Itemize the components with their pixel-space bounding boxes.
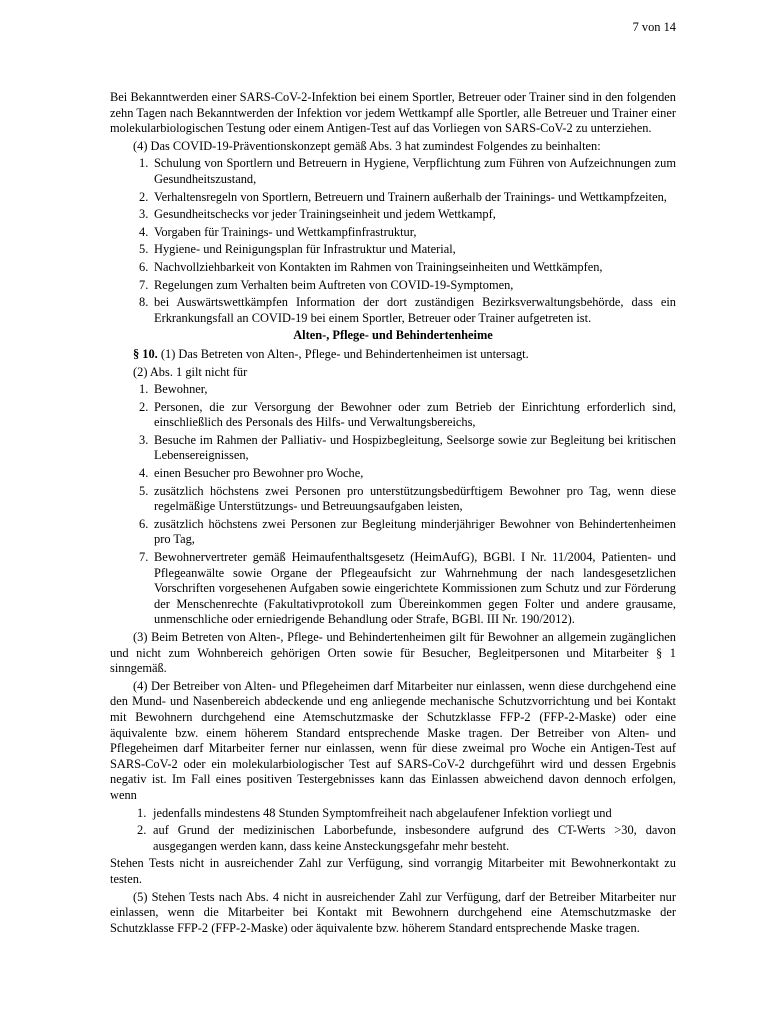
list-item — [110, 242, 676, 258]
section-10-paragraph-4: (4) Der Betreiber von Alten- und Pflegeheimen darf Mitarbeiter nur einlassen, wenn diese durchgehend eine den Mund- und Nasenbereich abdeckende und eng anliegende mechanische Schutzvorrichtung und bei Kontakt mit Bewohnern durchgehend eine Atemschutzmaske der Schutzklasse FFP-2 (FFP-2-Maske) oder eine äquivalente bzw. einem höherem Standard entsprechende Maske tragen. Der Betreiber von Alten- und Pflegeheimen darf Mitarbeiter ferner nur einlassen, wenn für diese zweimal pro Woche ein Antigen-Test auf SARS-CoV-2 oder ein molekularbiologischer Test auf SARS-CoV-2 durchgeführt wird und dessen Ergebnis negativ ist. Im Fall eines positiven Testergebnisses kann das Einlassen abweichend davon dennoch erfolgen, wenn — [110, 678, 676, 802]
list-item-text: Besuche im Rahmen der Palliativ- und Hospizbegleitung, Seelsorge sowie zur Begleitung bei kritischen Lebensereignissen, — [154, 432, 676, 463]
list-number: 6. — [139, 259, 149, 274]
list-item — [110, 466, 676, 482]
list-item-text: Regelungen zum Verhalten beim Auftreten von COVID-19-Symptomen, — [154, 277, 514, 292]
list-item-text: einen Besucher pro Bewohner pro Woche, — [154, 466, 364, 481]
list-item-text: Bewohner, — [154, 382, 208, 397]
list-number: 8. — [139, 295, 149, 310]
list-item — [110, 260, 676, 276]
list-item — [110, 190, 676, 206]
list-item-text: Verhaltensregeln von Sportlern, Betreuern und Trainern außerhalb der Trainings- und Wettkampfzeiten, — [154, 189, 667, 204]
list-number: 6. — [139, 516, 149, 531]
list-item — [110, 225, 676, 241]
list-item-text: Vorgaben für Trainings- und Wettkampfinfrastruktur, — [154, 224, 417, 239]
list-item — [110, 400, 676, 431]
list-item-text: auf Grund der medizinischen Laborbefunde, insbesondere aufgrund des CT-Werts >30, davon ausgegangen werden kann, dass keine Ansteckungsgefahr mehr besteht. — [153, 823, 676, 853]
page-number: 7 von 14 — [632, 20, 676, 34]
list-number: 7. — [139, 550, 149, 565]
list-number: 1. — [139, 156, 149, 171]
list-item — [110, 484, 676, 515]
section-label: § 10. — [133, 346, 158, 361]
section-10-paragraph-4-tail: Stehen Tests nicht in ausreichender Zahl zur Verfügung, sind vorrangig Mitarbeiter mit Bewohnerkontakt zu testen. — [110, 856, 676, 886]
list-item — [110, 278, 676, 294]
section-10-paragraph-5: (5) Stehen Tests nach Abs. 4 nicht in ausreichender Zahl zur Verfügung, darf der Betreiber Mitarbeiter nur einlassen, wenn die Mitarbeiter bei Kontakt mit Bewohnern durchgehend eine Atemschutzmaske der Schutzklasse FFP-2 (FFP-2-Maske) oder äquivalente bzw. höherem Standard entsprechende Maske tragen. — [110, 889, 676, 935]
section-10-paragraph-1 — [110, 347, 676, 363]
list-number: 1. — [139, 382, 149, 397]
section-heading: Alten-, Pflege- und Behindertenheime — [293, 328, 493, 343]
section-10-paragraph-3: (3) Beim Betreten von Alten-, Pflege- und Behindertenheimen gilt für Bewohner an allgemein zugänglichen und nicht zum Wohnbereich gehörigen Orten sowie für Besucher, Begleitpersonen und Mitarbeiter § 1 sinngemäß. — [110, 630, 676, 676]
list-item — [110, 806, 676, 822]
list-item-text: Gesundheitschecks vor jeder Trainingseinheit und jedem Wettkampf, — [154, 207, 496, 222]
list-item — [110, 156, 676, 187]
list-item-text: jedenfalls mindestens 48 Stunden Symptomfreiheit nach abgelaufener Infektion vorliegt und — [153, 805, 612, 820]
list-item-text: Schulung von Sportlern und Betreuern in Hygiene, Verpflichtung zum Führen von Aufzeichnungen zum Gesundheitszustand, — [154, 156, 676, 186]
positive-test-conditions-list — [110, 806, 676, 855]
list-number: 4. — [139, 466, 149, 481]
list-item-text: Hygiene- und Reinigungsplan für Infrastruktur und Material, — [154, 242, 456, 257]
list-number: 7. — [139, 277, 149, 292]
list-item — [110, 295, 676, 326]
list-item-text: Nachvollziehbarkeit von Kontakten im Rahmen von Trainingseinheiten und Wettkämpfen, — [154, 259, 603, 274]
list-number: 4. — [139, 224, 149, 239]
concept-requirements-list — [110, 156, 676, 326]
intro-paragraph: Bei Bekanntwerden einer SARS-CoV-2-Infektion bei einem Sportler, Betreuer oder Trainer sind in den folgenden zehn Tagen nach Bekanntwerden der Infektion vor jedem Wettkampf alle Sportler, alle Betreuer und Trainer einer molekularbiologischen Testung oder einem Antigen-Test auf das Vorliegen von SARS-CoV-2 zu unterziehen. — [110, 90, 676, 136]
list-item-text: bei Auswärtswettkämpfen Information der dort zuständigen Bezirksverwaltungsbehörde, dass ein Erkrankungsfall an COVID-19 bei einem Sportler, Betreuer oder Trainer aufgetreten ist. — [154, 295, 676, 325]
paragraph-text: (1) Das Betreten von Alten-, Pflege- und Behindertenheimen ist untersagt. — [157, 346, 529, 361]
page-content — [110, 90, 676, 938]
list-item-text: zusätzlich höchstens zwei Personen zur Begleitung minderjähriger Bewohner von Behindertenheimen pro Tag, — [154, 516, 676, 547]
list-number: 2. — [137, 823, 147, 838]
list-item-text: zusätzlich höchstens zwei Personen pro unterstützungsbedürftigem Bewohner pro Tag, wenn diese regelmäßige Unterstützungs- und Betreuungsaufgaben leisten, — [154, 483, 676, 514]
list-number: 3. — [139, 207, 149, 222]
list-item — [110, 823, 676, 854]
list-item — [110, 382, 676, 398]
list-item — [110, 517, 676, 548]
list-item — [110, 207, 676, 223]
paragraph-4-intro: (4) Das COVID-19-Präventionskonzept gemäß Abs. 3 hat zumindest Folgendes zu beinhalten: — [133, 138, 601, 153]
list-item — [110, 433, 676, 464]
list-item-text: Personen, die zur Versorgung der Bewohner oder zum Betrieb der Einrichtung erforderlich sind, einschließlich des Personals des Hilfs- und Verwaltungsbereichs, — [154, 399, 676, 430]
list-item — [110, 550, 676, 628]
list-number: 3. — [139, 432, 149, 447]
list-number: 1. — [137, 805, 147, 820]
section-10-paragraph-2-intro: (2) Abs. 1 gilt nicht für — [133, 364, 248, 379]
list-number: 2. — [139, 399, 149, 414]
list-number: 5. — [139, 242, 149, 257]
entry-exceptions-list — [110, 382, 676, 628]
list-item-text: Bewohnervertreter gemäß Heimaufenthaltsgesetz (HeimAufG), BGBl. I Nr. 11/2004, Patienten- und Pflegeanwälte sowie Organe der Pflegeaufsicht zur Wahrnehmung der nach landesgesetzlichen Vorschriften vorgesehenen Aufgaben sowie eingerichtete Kommissionen zum Schutz und zur Förderung der Menschenrechte (Fakultativprotokoll zum Übereinkommen gegen Folter und andere grausame, unmenschliche oder erniedrigende Behandlung oder Strafe, BGBl. III Nr. 190/2012). — [154, 550, 676, 627]
list-number: 5. — [139, 483, 149, 498]
list-number: 2. — [139, 189, 149, 204]
